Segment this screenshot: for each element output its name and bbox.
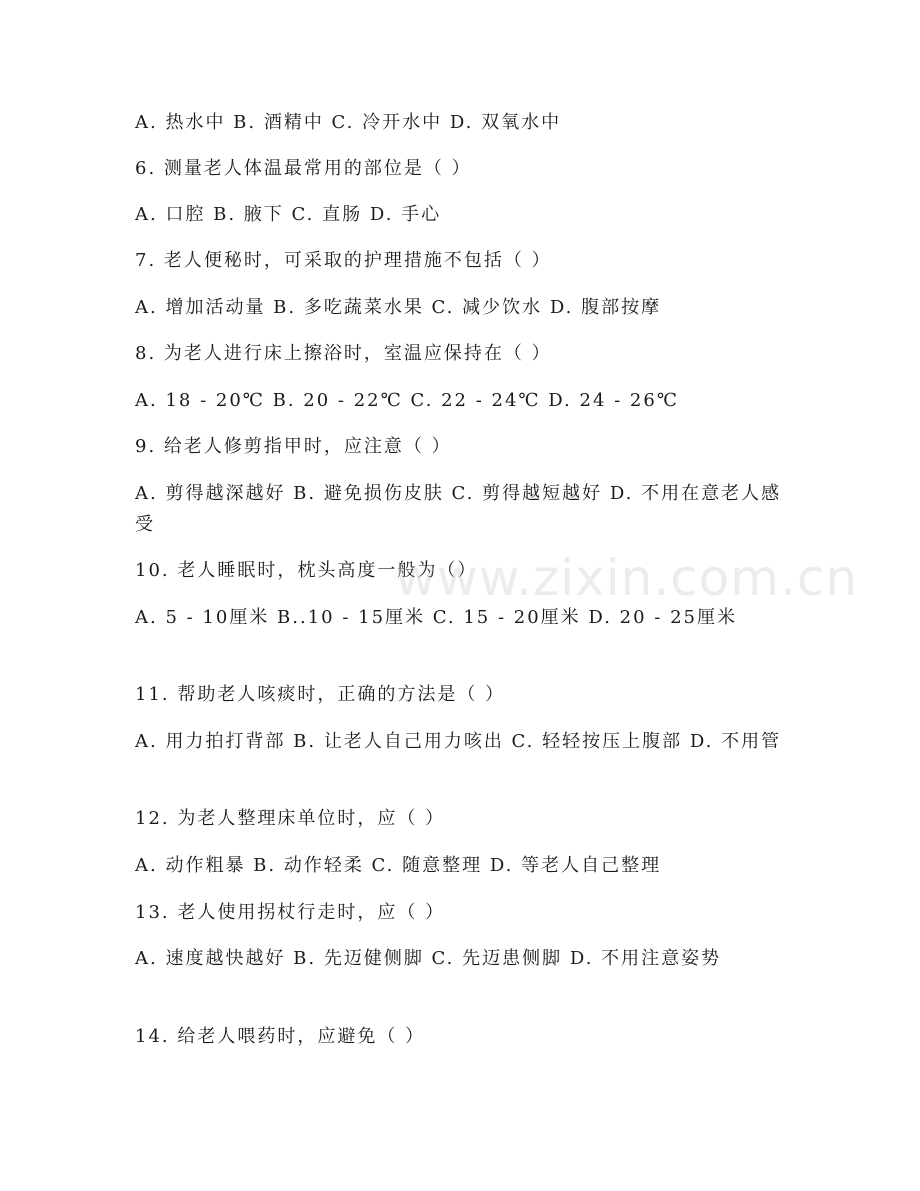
question-7: 7. 老人便秘时，可采取的护理措施不包括（ ） [135, 250, 552, 271]
option-line-11: A. 用力拍打背部 B. 让老人自己用力咳出 C. 轻轻按压上腹部 D. 不用管 [135, 731, 782, 752]
option-line-9: A. 剪得越深越好 B. 避免损伤皮肤 C. 剪得越短越好 D. 不用在意老人感受 [135, 483, 782, 535]
question-12: 12. 为老人整理床单位时，应（ ） [135, 808, 446, 829]
question-6: 6. 测量老人体温最常用的部位是（ ） [135, 158, 472, 179]
question-13: 13. 老人使用拐杖行走时，应（ ） [135, 902, 446, 923]
option-line-12: A. 动作粗暴 B. 动作轻柔 C. 随意整理 D. 等老人自己整理 [135, 855, 662, 876]
option-line-5: A. 热水中 B. 酒精中 C. 冷开水中 D. 双氧水中 [135, 112, 562, 133]
option-line-13: A. 速度越快越好 B. 先迈健侧脚 C. 先迈患侧脚 D. 不用注意姿势 [135, 948, 722, 969]
watermark: www.zixin.com.cn [395, 549, 859, 607]
option-line-8: A. 18 - 20℃ B. 20 - 22℃ C. 22 - 24℃ D. 24 - 26℃ [135, 390, 679, 411]
option-line-7: A. 增加活动量 B. 多吃蔬菜水果 C. 减少饮水 D. 腹部按摩 [135, 297, 662, 318]
question-11: 11. 帮助老人咳痰时，正确的方法是（ ） [135, 684, 506, 705]
question-9: 9. 给老人修剪指甲时，应注意（ ） [135, 436, 452, 457]
question-14: 14. 给老人喂药时，应避免（ ） [135, 1026, 426, 1047]
option-line-6: A. 口腔 B. 腋下 C. 直肠 D. 手心 [135, 204, 442, 225]
question-8: 8. 为老人进行床上擦浴时，室温应保持在（ ） [135, 343, 552, 364]
option-line-10: A. 5 - 10厘米 B..10 - 15厘米 C. 15 - 20厘米 D. 20 - 25厘米 [135, 607, 737, 628]
question-10: 10. 老人睡眠时，枕头高度一般为（） [135, 560, 478, 581]
